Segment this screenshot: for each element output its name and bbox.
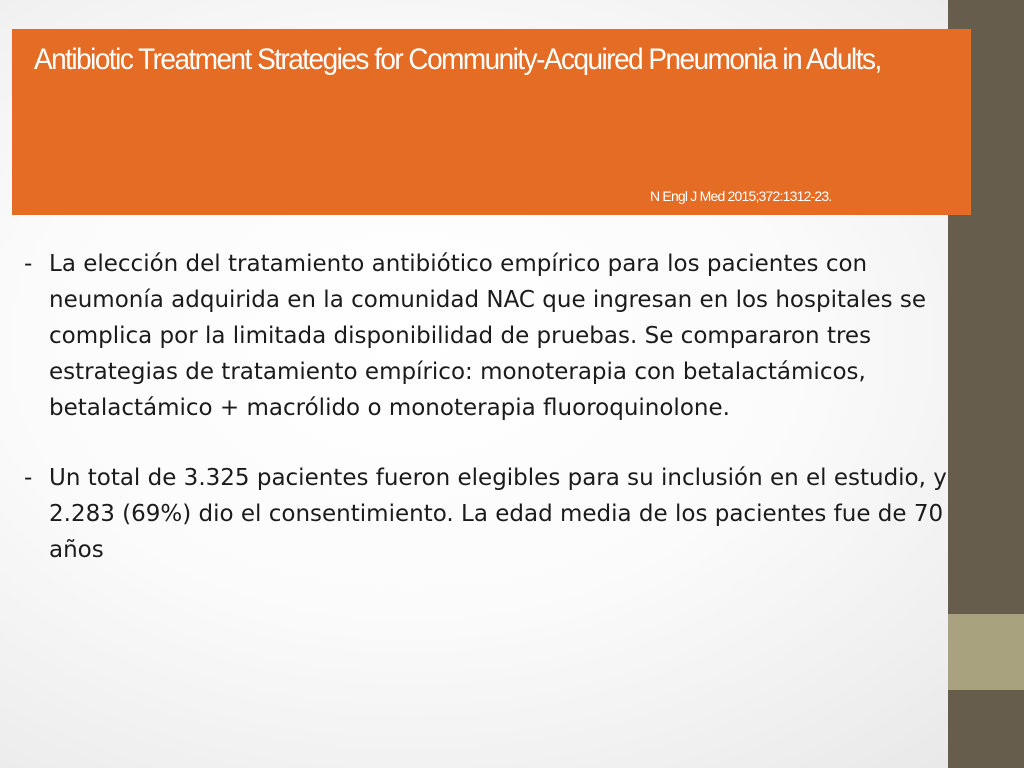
bullet-text: Un total de 3.325 pacientes fueron elegibles para su inclusión en el estudio, y 2.283 (69%) dio el consentimiento. La edad media de los pacientes fue de 70 años [49, 465, 947, 563]
bullet-item [24, 246, 954, 426]
title-banner [12, 29, 971, 215]
slide-title: Antibiotic Treatment Strategies for Community-Acquired Pneumonia in Adults, [34, 43, 881, 76]
bullet-item [24, 460, 954, 568]
citation-reference: N Engl J Med 2015;372:1312-23. [650, 188, 832, 204]
slide-body [24, 246, 954, 568]
bullet-text: La elección del tratamiento antibiótico empírico para los pacientes con neumonía adquirida en la comunidad NAC que ingresan en los hospitales se complica por la limitada disponibilidad de pruebas. Se compararon tres estrategias de tratamiento empírico: monoterapia con betalactámicos, betalactámico + macrólido o monoterapia fluoroquinolone. [49, 251, 927, 421]
side-accent-block [948, 614, 1024, 690]
bullet-marker: - [24, 251, 33, 277]
bullet-marker: - [24, 465, 33, 491]
